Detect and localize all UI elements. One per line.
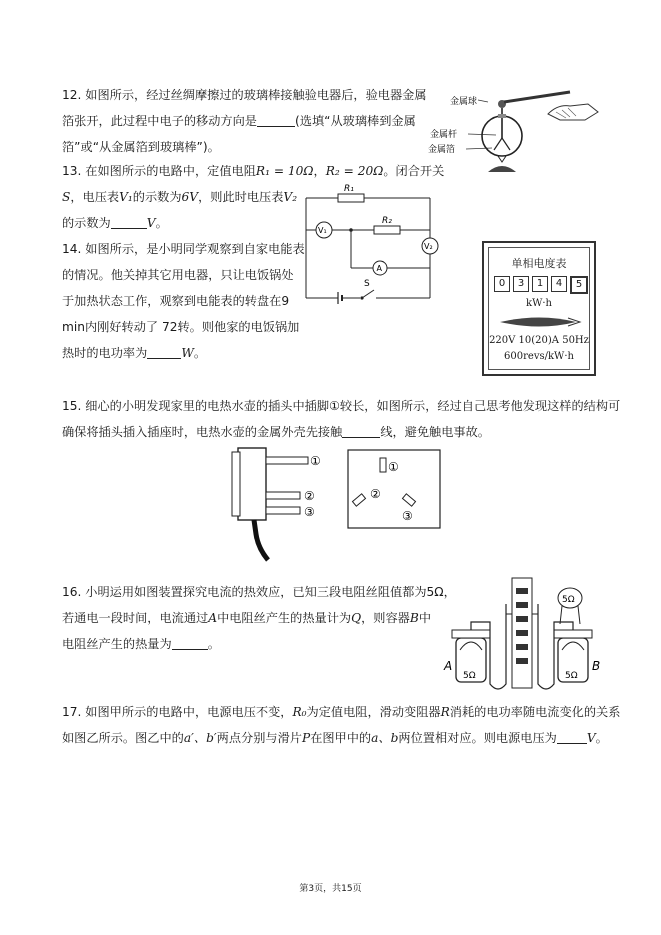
- q14-line3: 于加热状态工作，观察到电能表的转盘在9: [62, 294, 290, 308]
- q14-line5: 热时的电功率为 W。: [62, 346, 207, 360]
- q12-line1: 12. 如图所示，经过丝绸摩擦过的玻璃棒接触验电器后，验电器金属: [62, 88, 427, 102]
- meter-spec: 220V 10(20)A 50Hz: [489, 335, 589, 346]
- meter-digit: 1: [532, 276, 548, 292]
- plug-pin-1: ①: [310, 454, 321, 468]
- q16-line2: 若通电一段时间，电流通过A中电阻丝产生的热量计为Q，则容器B中: [62, 611, 432, 625]
- r2-label: R₂: [382, 216, 392, 226]
- q14-line4: min内刚好转动了 72转。则他家的电饭锅加: [62, 320, 300, 334]
- v1-meter-label: V₁: [318, 226, 327, 235]
- q12-line2: 箔张开，此过程中电子的移动方向是 (选填“从玻璃棒到金属: [62, 114, 416, 128]
- socket-slot-3: ③: [402, 509, 413, 523]
- q13-answer-blank[interactable]: [111, 214, 147, 229]
- q15-line2: 确保将插头插入插座时，电热水壶的金属外壳先接触 线，避免触电事故。: [62, 425, 490, 439]
- q14-line2: 的情况。他关掉其它用电器，只让电饭锅处: [62, 268, 294, 282]
- electroscope-figure: [420, 90, 610, 182]
- meter-unit: kW·h: [526, 298, 552, 309]
- q17-line1: 17. 如图甲所示的电路中，电源电压不变，R₀为定值电阻，滑动变阻器R消耗的电功率随电流变化的关系: [62, 705, 621, 719]
- label-metal-foil: 金属箔: [428, 145, 456, 155]
- label-metal-ball: 金属球: [450, 97, 478, 107]
- socket-slot-1: ①: [388, 460, 399, 474]
- question-17: [62, 699, 620, 751]
- question-16: [62, 579, 456, 657]
- resistor-top-value: 5Ω: [562, 595, 575, 605]
- container-a-label: A: [444, 659, 453, 673]
- plug-pin-2: ②: [304, 489, 315, 503]
- q16-answer-blank[interactable]: [172, 635, 208, 650]
- meter-disc: [498, 315, 582, 329]
- page-footer: 第3页，共15页: [299, 884, 362, 894]
- q16-line1: 16. 小明运用如图装置探究电流的热效应，已知三段电阻丝阻值都为5Ω，: [62, 585, 456, 599]
- plug-socket-figure: [228, 444, 446, 562]
- q15-line1: 15. 细心的小明发现家里的电热水壶的插头中插脚①较长，如图所示，经过自己思考他发现这样的结构可: [62, 399, 621, 413]
- meter-digit: 4: [551, 276, 567, 292]
- q15-answer-blank[interactable]: [342, 423, 380, 438]
- q13-line2: S，电压表V₁的示数为6V，则此时电压表V₂: [62, 190, 298, 204]
- resistor-a-value: 5Ω: [463, 671, 476, 681]
- meter-digit: 3: [513, 276, 529, 292]
- meter-title: 单相电度表: [511, 257, 567, 270]
- v2-meter-label: V₂: [424, 242, 433, 251]
- question-15: [62, 393, 620, 445]
- container-b-label: B: [592, 659, 601, 673]
- label-metal-rod: 金属杆: [430, 130, 458, 140]
- r1-label: R₁: [344, 184, 354, 194]
- q14-answer-blank[interactable]: [147, 344, 181, 359]
- q13-line3: 的示数为 V。: [62, 216, 168, 230]
- q12-answer-blank[interactable]: [257, 112, 295, 127]
- plug-pin-3: ③: [304, 505, 315, 519]
- ammeter-label: A: [376, 264, 382, 273]
- meter-revs: 600revs/kW·h: [504, 351, 574, 362]
- q17-line2: 如图乙所示。图乙中的a′、b′两点分别与滑片P在图甲中的a、b两位置相对应。则电源电压为 V。: [62, 731, 608, 745]
- q14-line1: 14. 如图所示，是小明同学观察到自家电能表: [62, 242, 305, 256]
- energy-meter: [482, 241, 596, 376]
- circuit-figure-q13: [298, 180, 448, 320]
- resistor-b-value: 5Ω: [565, 671, 578, 681]
- question-12: [62, 82, 427, 160]
- meter-digit-decimal: 5: [570, 276, 588, 294]
- meter-digit: 0: [494, 276, 510, 292]
- q12-line3: 箔”或“从金属箔到玻璃棒”)。: [62, 140, 220, 154]
- meter-digits: [494, 276, 588, 294]
- switch-label: S: [364, 279, 370, 289]
- socket-slot-2: ②: [370, 487, 381, 501]
- heating-apparatus-figure: [438, 574, 610, 698]
- q17-answer-blank[interactable]: [557, 729, 587, 744]
- question-14: [62, 236, 305, 366]
- q13-line1: 13. 在如图所示的电路中，定值电阻R₁ = 10Ω，R₂ = 20Ω。闭合开关: [62, 164, 445, 178]
- q16-line3: 电阻丝产生的热量为 。: [62, 637, 220, 651]
